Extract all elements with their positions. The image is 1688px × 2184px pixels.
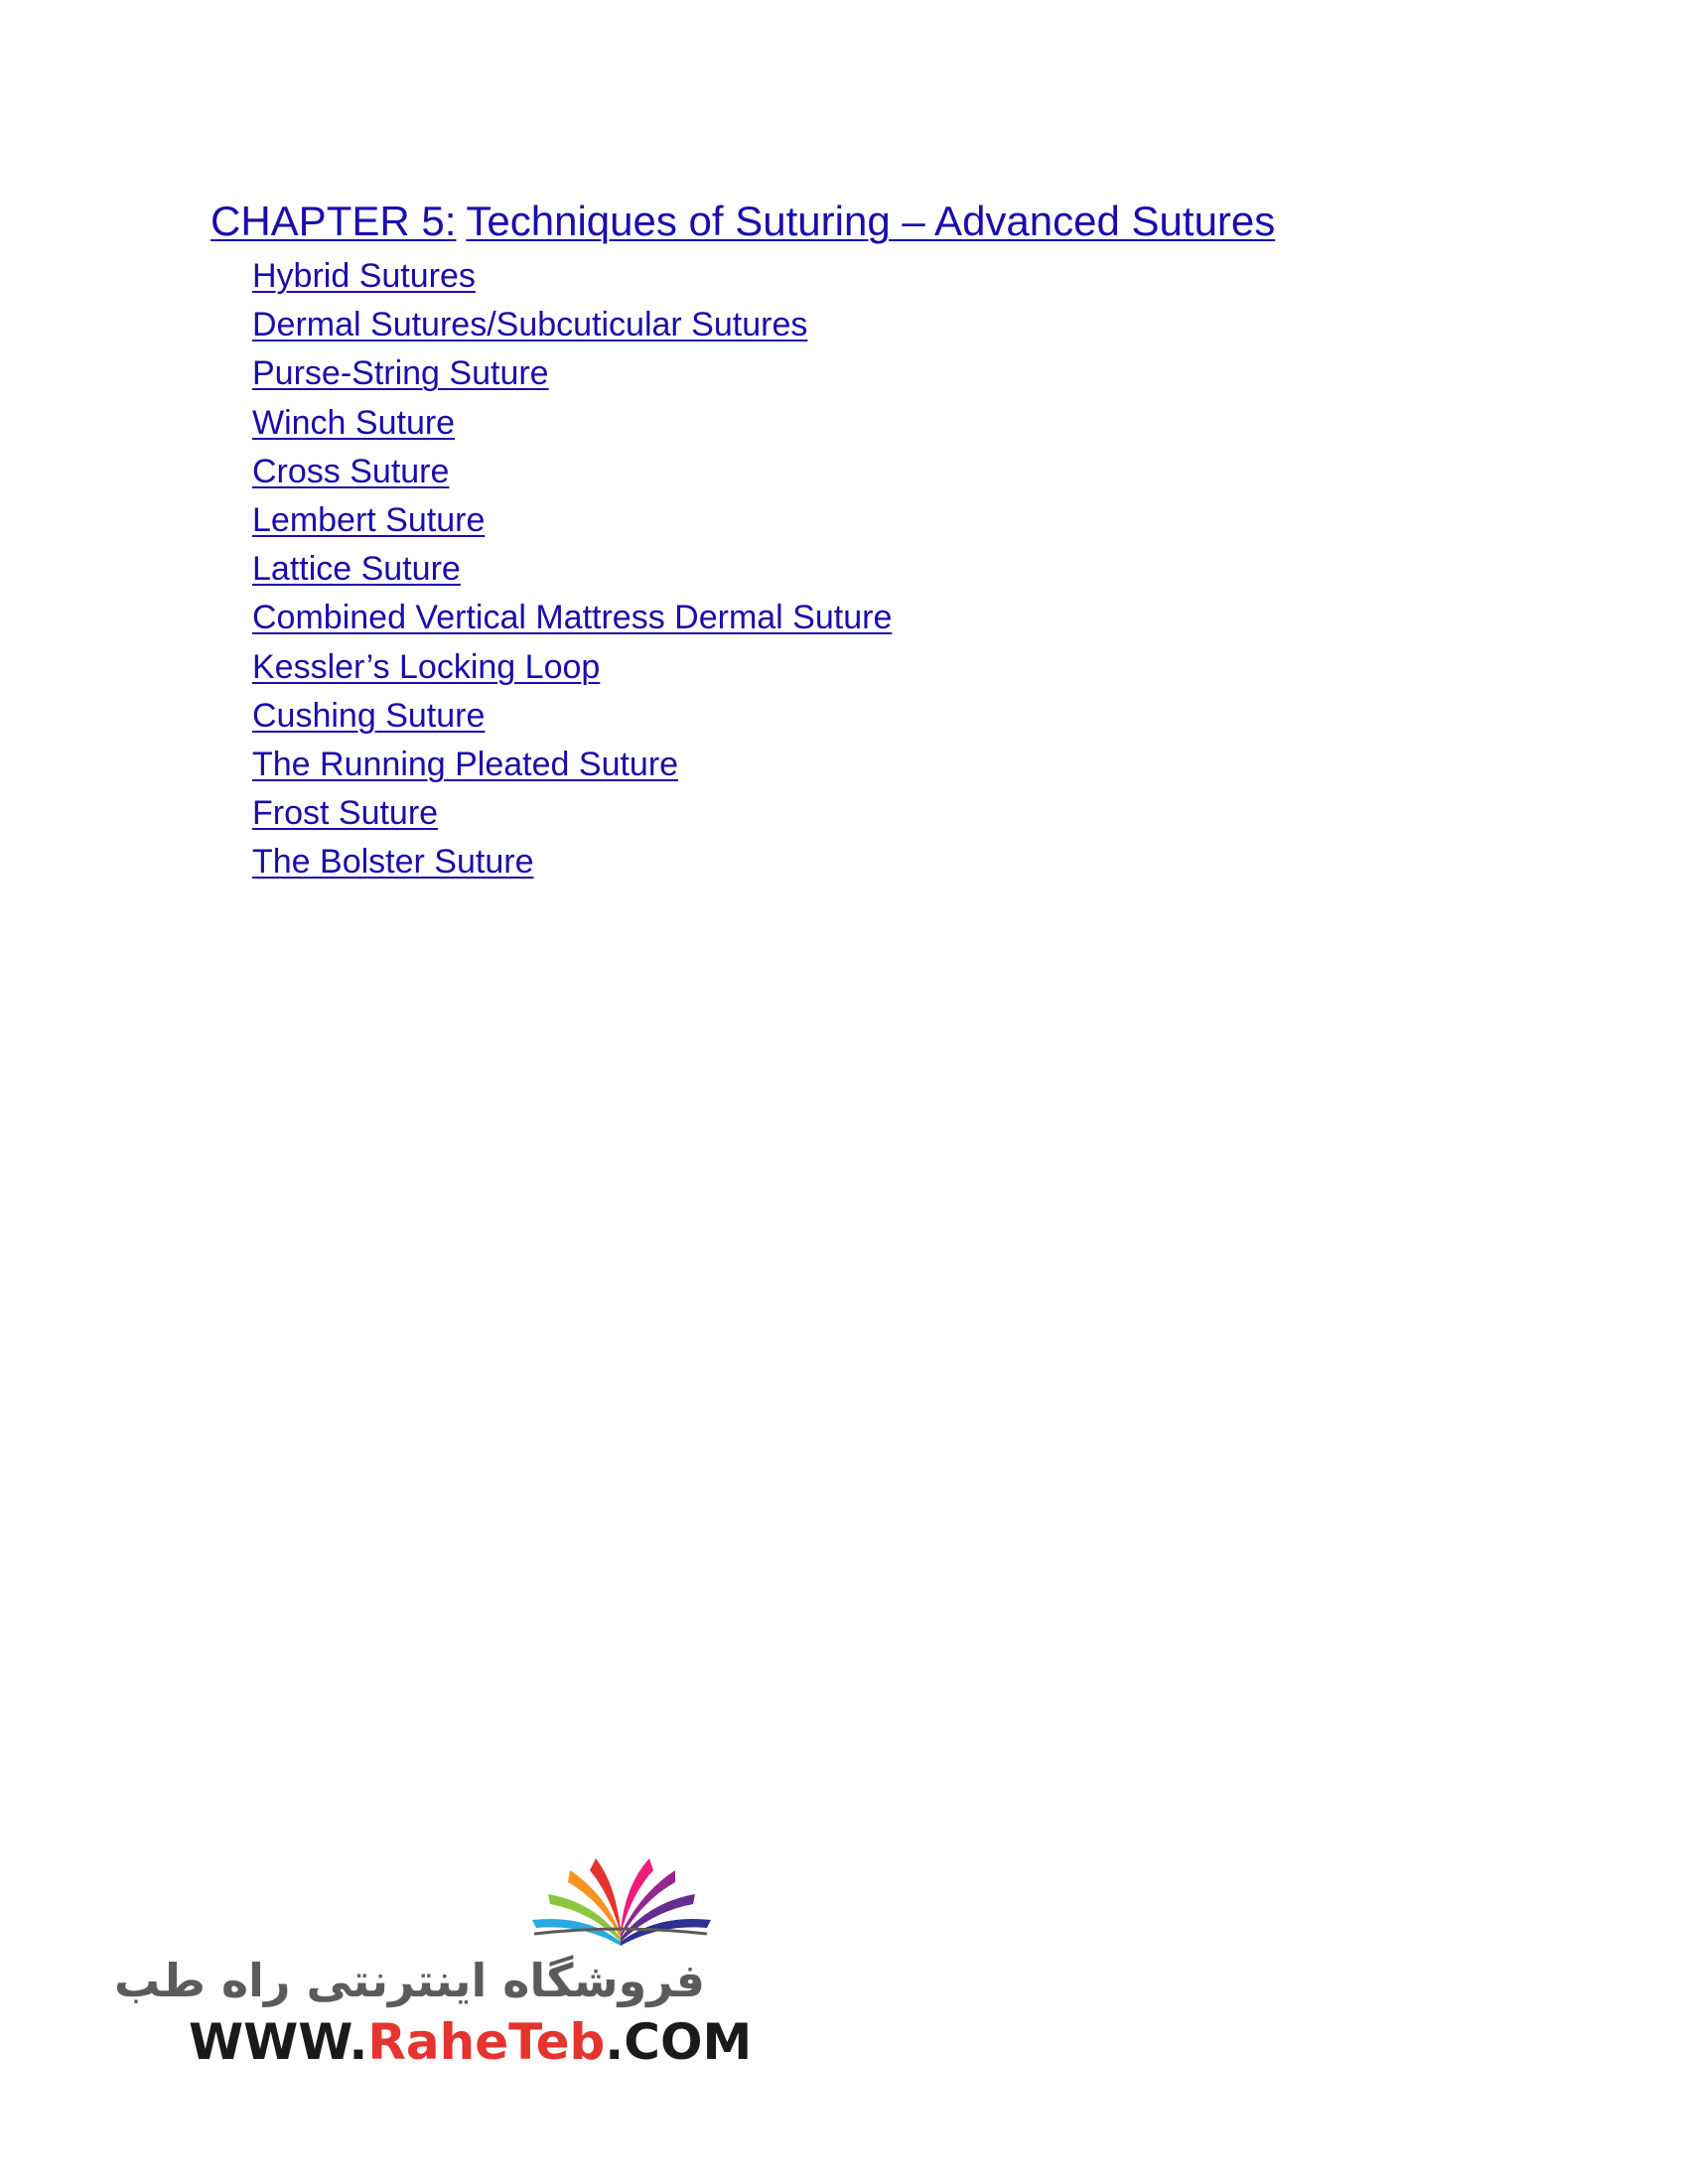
chapter-title-link[interactable]: Techniques of Suturing – Advanced Sutures <box>466 198 1276 244</box>
open-book-icon <box>526 1854 715 1954</box>
list-item <box>252 545 1275 594</box>
list-item <box>252 594 1275 642</box>
section-link-bolster-suture[interactable]: The Bolster Suture <box>252 843 534 882</box>
list-item <box>252 496 1275 545</box>
list-item <box>252 448 1275 496</box>
list-item <box>252 692 1275 741</box>
section-link-purse-string-suture[interactable]: Purse-String Suture <box>252 354 549 393</box>
list-item <box>252 349 1275 398</box>
chapter-heading <box>211 195 1275 248</box>
section-link-cross-suture[interactable]: Cross Suture <box>252 452 450 490</box>
list-item <box>252 838 1275 887</box>
list-item <box>252 399 1275 448</box>
section-link-lembert-suture[interactable]: Lembert Suture <box>252 501 486 540</box>
list-item <box>252 741 1275 789</box>
watermark-persian-text: فروشگاه اینترنتی راه طب <box>113 1954 705 2007</box>
url-prefix: WWW. <box>189 2013 368 2071</box>
section-link-hybrid-sutures[interactable]: Hybrid Sutures <box>252 257 476 295</box>
table-of-contents <box>211 195 1275 887</box>
list-item <box>252 789 1275 838</box>
section-list <box>252 252 1275 887</box>
watermark-url <box>189 2013 752 2071</box>
section-link-running-pleated-suture[interactable]: The Running Pleated Suture <box>252 746 679 784</box>
list-item <box>252 252 1275 301</box>
section-link-winch-suture[interactable]: Winch Suture <box>252 403 456 442</box>
raheteb-watermark-logo <box>113 1854 753 2073</box>
section-link-lattice-suture[interactable]: Lattice Suture <box>252 550 461 589</box>
section-link-dermal-sutures[interactable]: Dermal Sutures/Subcuticular Sutures <box>252 306 808 344</box>
chapter-number-link[interactable]: CHAPTER 5: <box>211 198 457 244</box>
section-link-cushing-suture[interactable]: Cushing Suture <box>252 696 486 735</box>
section-link-kesslers-locking-loop[interactable]: Kessler’s Locking Loop <box>252 647 601 686</box>
section-link-combined-vertical-mattress[interactable]: Combined Vertical Mattress Dermal Suture <box>252 599 893 637</box>
list-item <box>252 301 1275 349</box>
url-suffix: .COM <box>605 2013 753 2071</box>
list-item <box>252 643 1275 692</box>
section-link-frost-suture[interactable]: Frost Suture <box>252 794 439 833</box>
url-brand: RaheTeb <box>367 2013 606 2071</box>
